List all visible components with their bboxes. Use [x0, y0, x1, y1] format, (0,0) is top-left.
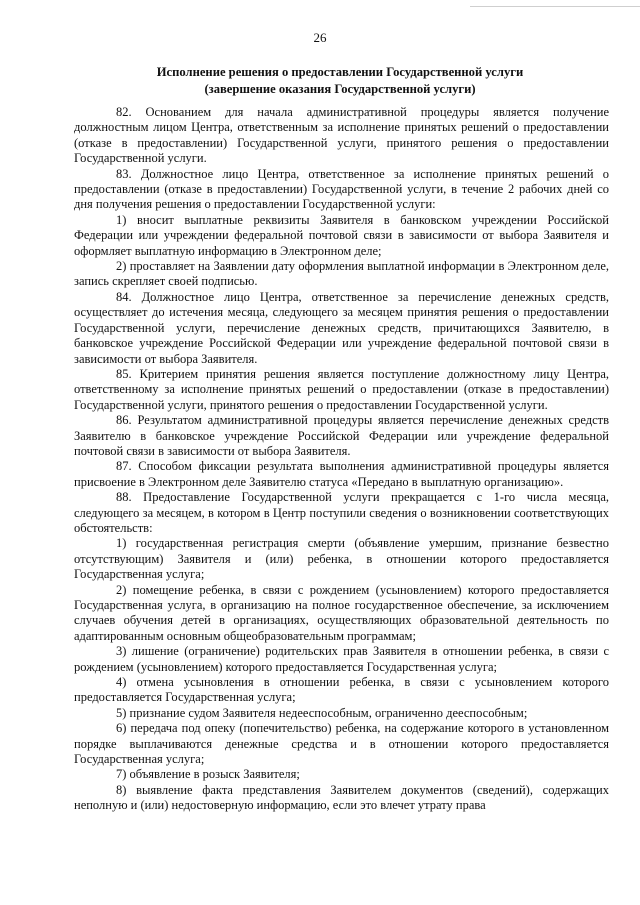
page-number: 26	[313, 30, 327, 45]
paragraph-84: 84. Должностное лицо Центра, ответственное за перечисление денежных средств, осуществляет до истечения месяца, следующего за месяцем принятия решения о предоставлении Государственной услуги, перечисление денежных средств, причитающихся Заявителю, в банковское учреждение Российской Федерации или учреждение федеральной почтовой связи в зависимости от выбора Заявителя.	[74, 289, 609, 366]
paragraph-88-item-5: 5) признание судом Заявителя недееспособным, ограниченно дееспособным;	[116, 705, 528, 720]
section-title-line-1: Исполнение решения о предоставлении Государственной услуги	[156, 65, 524, 79]
paragraph-83-item-2: 2) проставляет на Заявлении дату оформления выплатной информации в Электронном деле, запись скрепляет своей подписью.	[74, 259, 609, 289]
paragraph-83: 83. Должностное лицо Центра, ответственное за исполнение принятых решений о предоставлении (отказе в предоставлении) Государственной услуги, в течение 2 рабочих дней со дня получения решения о предоставлении Государственной услуги:	[74, 166, 609, 212]
paragraph-88-item-8: 8) выявление факта представления Заявителем документов (сведений), содержащих неполную и (или) недостоверную информацию, если это влечет утрату права	[74, 782, 609, 813]
section-title	[60, 64, 620, 97]
paragraph-85: 85. Критерием принятия решения является поступление должностному лицу Центра, ответственному за исполнение принятых решений о предоставлении (отказе в предоставлении) Государственной услуги, принятого решения о предоставлении Государственной услуги.	[74, 366, 609, 412]
paragraph-88-item-1: 1) государственная регистрация смерти (объявление умершим, признание безвестно отсутствующим) Заявителя и (или) ребенка, в отношении которого предоставляется Государственная услуга;	[74, 536, 609, 582]
paragraph-82: 82. Основанием для начала административной процедуры является получение должностным лицом Центра, ответственным за исполнение принятых решений о предоставлении (отказе в предоставлении) Государственной услуги, принятого решения о предоставлении Государственной услуги.	[74, 105, 609, 166]
scan-edge-line	[470, 6, 640, 7]
paragraph-88-item-3: 3) лишение (ограничение) родительских прав Заявителя в отношении ребенка, в связи с рождением (усыновлением) которого предоставляется Государственная услуга;	[74, 644, 609, 674]
paragraph-88-item-7: 7) объявление в розыск Заявителя;	[116, 767, 300, 782]
paragraph-88-item-2: 2) помещение ребенка, в связи с рождением (усыновлением) которого предоставляется Государственная услуга, в организацию на полное государственное обеспечение, за исключением случаев обучения детей в организациях, осуществляющих образовательной деятельность по адаптированным основным общеобразовательным программам;	[74, 582, 609, 643]
section-title-line-2: (завершение оказания Государственной услуги)	[204, 81, 476, 96]
paragraph-87: 87. Способом фиксации результата выполнения административной процедуры является присвоение в Электронном деле Заявителю статуса «Передано в выплатную организацию».	[74, 459, 609, 489]
paragraph-88-item-4: 4) отмена усыновления в отношении ребенка, в связи с усыновлением которого предоставляется Государственная услуга;	[74, 675, 609, 705]
paragraph-86: 86. Результатом административной процедуры является перечисление денежных средств Заявителю в банковское учреждение Российской Федерации или учреждение федеральной почтовой связи в зависимости от выбора Заявителя.	[74, 413, 609, 458]
document-body	[74, 105, 609, 814]
paragraph-83-item-1: 1) вносит выплатные реквизиты Заявителя в банковском учреждении Российской Федерации или учреждении федеральной почтовой связи в зависимости от выбора Заявителя и оформляет выплатную информацию в Электронном деле;	[74, 212, 609, 258]
paragraph-88-item-6: 6) передача под опеку (попечительство) ребенка, на содержание которого в установленном порядке выплачиваются денежные средства и в отношении которого предоставляется Государственная услуга;	[74, 721, 609, 767]
paragraph-88: 88. Предоставление Государственной услуги прекращается с 1-го числа месяца, следующего за месяцем, в котором в Центр поступили сведения о возникновении соответствующих обстоятельств:	[74, 490, 609, 535]
